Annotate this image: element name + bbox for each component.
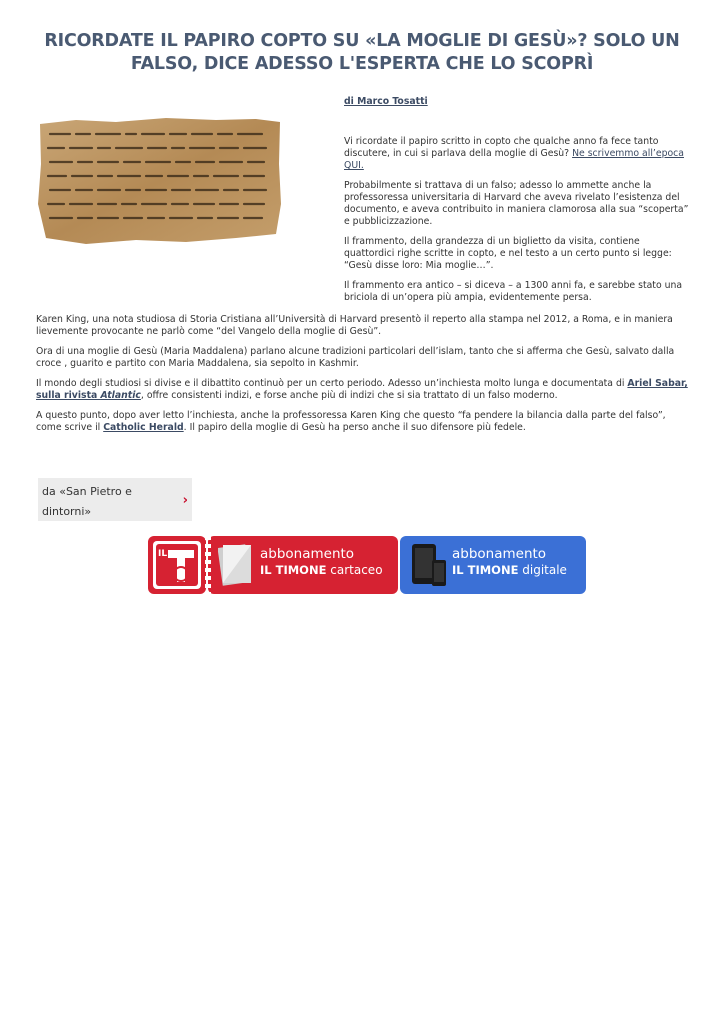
devices-icon bbox=[410, 542, 450, 588]
digital-subscription-banner[interactable] bbox=[400, 536, 586, 594]
paper-banner-line1: abbonamento bbox=[260, 546, 355, 562]
paragraph-6: Ora di una moglie di Gesù (Maria Maddalena) parlano alcune tradizioni particolari dell’islam, tanto che si afferma che Gesù, salvato dalla croce , guarito e partito con Maria Maddalena, sia sepolto in Kashmir. bbox=[36, 346, 675, 369]
svg-text:IL: IL bbox=[158, 549, 168, 559]
paragraph-8: A questo punto, dopo aver letto l’inchiesta, anche la professoressa Karen King che questo “fa pendere la bilancia dalla parte del falso”, come scrive il Catholic Herald. Il papiro della moglie di Gesù ha perso anche il suo difensore più fedele. bbox=[36, 410, 666, 433]
papyrus-image bbox=[36, 104, 282, 252]
ticket-notch bbox=[205, 536, 211, 594]
paragraph-4: Il frammento era antico – si diceva – a 1300 anni fa, e sarebbe stato una briciola di un’opera più ampia, evidentemente persa. bbox=[344, 280, 683, 303]
magazine-icon bbox=[218, 542, 254, 588]
timone-logo-banner[interactable] bbox=[148, 536, 206, 594]
previous-article-link[interactable]: Ne scrivemmo all’epoca QUI. bbox=[344, 148, 684, 171]
related-category-link[interactable] bbox=[38, 478, 192, 521]
paragraph-3: Il frammento, della grandezza di un biglietto da visita, contiene quattordici righe scritte in copto, e nel testo a un certo punto si legge: “Gesù disse loro: Mia moglie…”. bbox=[344, 236, 672, 271]
paper-subscription-banner[interactable] bbox=[208, 536, 398, 594]
digital-banner-type: digitale bbox=[522, 563, 567, 577]
catholic-herald-link[interactable]: Catholic Herald bbox=[103, 422, 184, 433]
paper-banner-brand: IL TIMONE bbox=[260, 563, 327, 577]
paragraph-1: Vi ricordate il papiro scritto in copto che qualche anno fa fece tanto discutere, in cui si parlava della moglie di Gesù? Ne scrivemmo all’epoca QUI. bbox=[344, 136, 684, 171]
article-title: RICORDATE IL PAPIRO COPTO SU «LA MOGLIE DI GESÙ»? SOLO UN FALSO, DICE ADESSO L'ESPERTA CHE LO SCOPRÌ bbox=[44, 31, 680, 74]
atlantic-article-link[interactable]: Ariel Sabar, sulla rivista Atlantic bbox=[36, 378, 688, 401]
paragraph-2: Probabilmente si trattava di un falso; adesso lo ammette anche la professoressa universitaria di Harvard che aveva rivelato l’esistenza del documento, e aveva contribuito in maniera clamorosa alla sua “scoperta” e pubblicizzazione. bbox=[344, 180, 689, 227]
timone-logo-icon bbox=[148, 536, 206, 594]
paper-banner-type: cartaceo bbox=[330, 563, 383, 577]
author-link[interactable]: di Marco Tosatti bbox=[344, 96, 428, 107]
related-category-label: da «San Pietro e dintorni» bbox=[42, 485, 132, 518]
paragraph-7: Il mondo degli studiosi si divise e il dibattito continuò per un certo periodo. Adesso un’inchiesta molto lunga e documentata di Ariel Sabar, sulla rivista Atlantic, offre consistenti indizi, e forse anche più di indizi che si sia trattato di un falso moderno. bbox=[36, 378, 688, 401]
digital-banner-brand: IL TIMONE bbox=[452, 563, 519, 577]
chevron-right-icon: › bbox=[182, 493, 188, 508]
paragraph-5: Karen King, una nota studiosa di Storia Cristiana all’Università di Harvard presentò il reperto alla stampa nel 2012, a Roma, e in maniera lievemente provocante ne parlò come “del Vangelo della moglie di Gesù”. bbox=[36, 314, 673, 337]
digital-banner-line1: abbonamento bbox=[452, 546, 547, 562]
